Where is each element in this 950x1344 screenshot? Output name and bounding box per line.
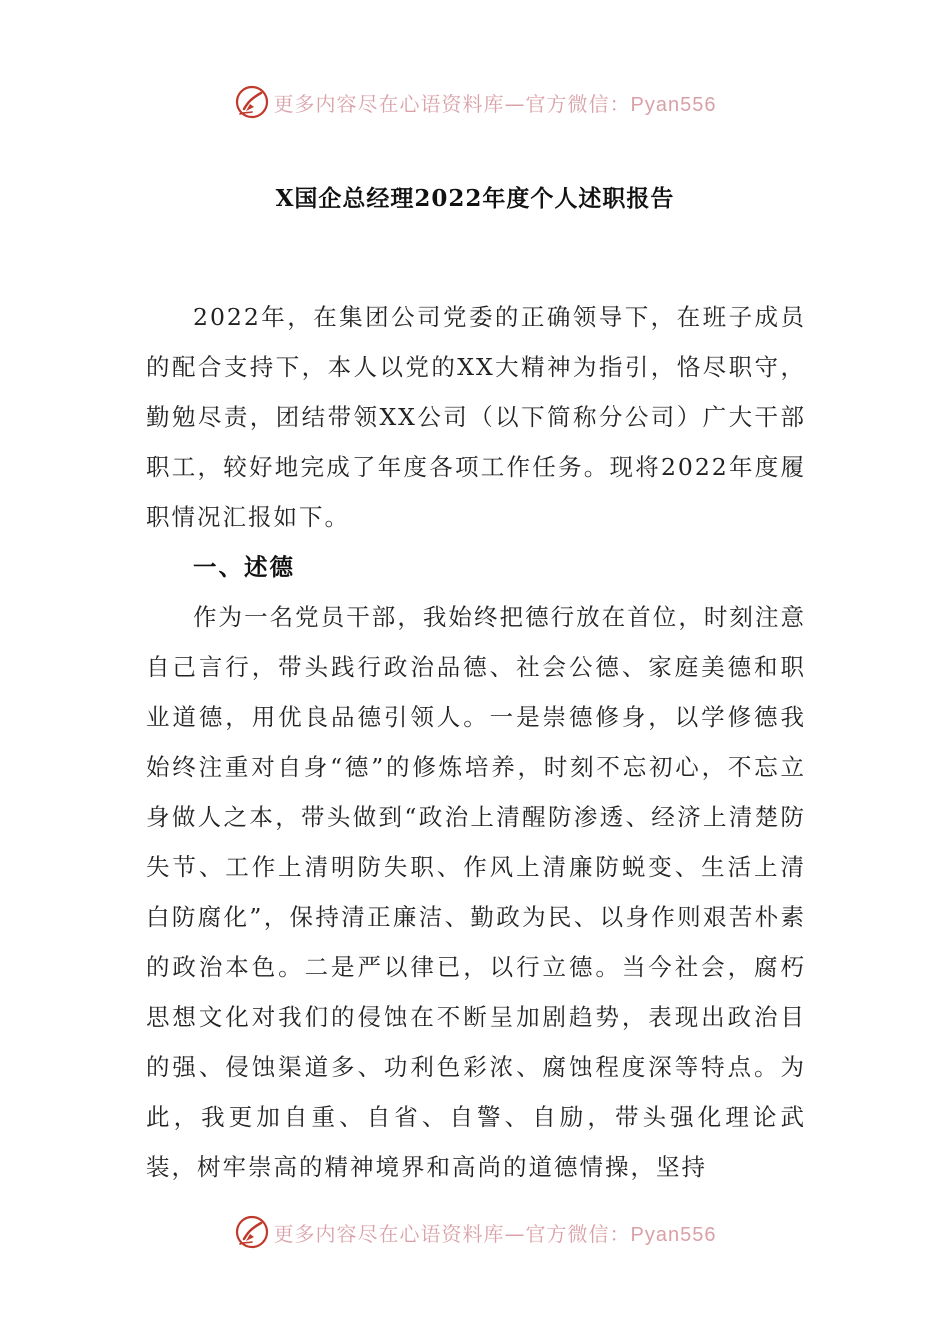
document-title: X国企总经理2022年度个人述职报告: [275, 185, 675, 212]
watermark-wechat-id: Pyan556: [630, 1223, 717, 1246]
document-body: [146, 292, 806, 1192]
body-paragraph: 作为一名党员干部，我始终把德行放在首位，时刻注意自己言行，带头践行政治品德、社会公德、家庭美德和职业道德，用优良品德引领人。一是崇德修身，以学修德我始终注重对自身“德”的修炼培养，时刻不忘初心，不忘立身做人之本，带头做到“政治上清醒防渗透、经济上清楚防失节、工作上清明防失职、作风上清廉防蜕变、生活上清白防腐化”，保持清正廉洁、勤政为民、以身作则艰苦朴素的政治本色。二是严以律已，以行立德。当今社会，腐朽思想文化对我们的侵蚀在不断呈加剧趋势，表现出政治目的强、侵蚀渠道多、功利色彩浓、腐蚀程度深等特点。为此，我更加自重、自省、自警、自励，带头强化理论武装，树牢崇高的精神境界和高尚的道德情操，坚持: [146, 603, 806, 1181]
section-heading: 一、述德: [193, 553, 295, 581]
watermark-label: 更多内容尽在心语资料库—官方微信：: [273, 91, 631, 116]
pen-circle-logo-icon: [234, 84, 270, 120]
header-watermark-banner: [0, 82, 950, 122]
watermark-text: [274, 1218, 717, 1247]
watermark-wechat-id: Pyan556: [630, 93, 717, 116]
pen-circle-logo-icon: [234, 1214, 270, 1250]
watermark-label: 更多内容尽在心语资料库—官方微信：: [273, 1221, 631, 1246]
watermark-text: [274, 88, 717, 117]
intro-paragraph: 2022年，在集团公司党委的正确领导下，在班子成员的配合支持下，本人以党的XX大精神为指引，恪尽职守，勤勉尽责，团结带领XX公司（以下简称分公司）广大干部职工，较好地完成了年度各项工作任务。现将2022年度履职情况汇报如下。: [146, 303, 806, 531]
footer-watermark-banner: [0, 1212, 950, 1252]
